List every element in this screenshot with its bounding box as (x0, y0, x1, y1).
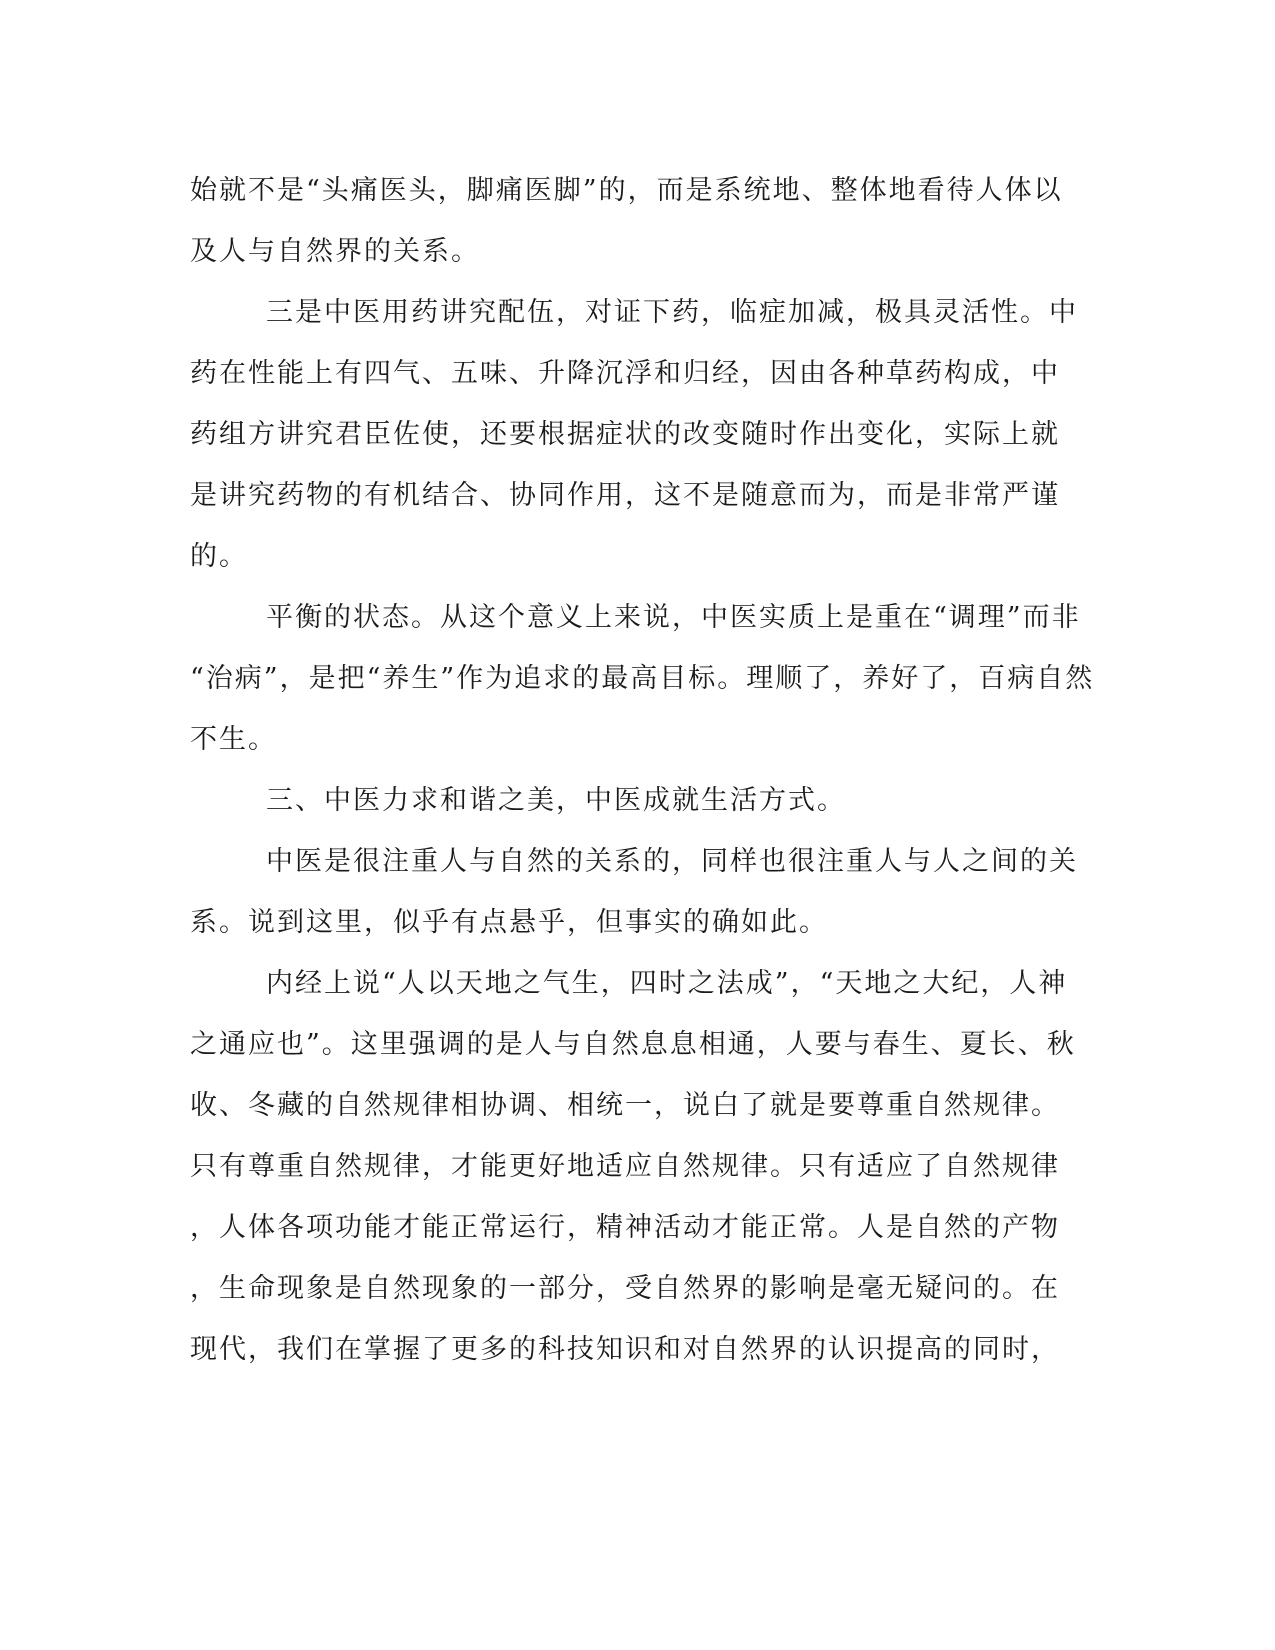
paragraph-start-line: 内经上说“人以天地之气生，四时之法成”，“天地之大纪，人神 (266, 968, 1068, 999)
text-line: 是讲究药物的有机结合、协同作用，这不是随意而为，而是非常严谨 (190, 480, 1060, 511)
text-line: 及人与自然界的关系。 (190, 236, 480, 267)
text-line: 药组方讲究君臣佐使，还要根据症状的改变随时作出变化，实际上就 (190, 419, 1060, 450)
section-heading-line: 三、中医力求和谐之美，中医成就生活方式。 (266, 785, 846, 816)
text-line: ，人体各项功能才能正常运行，精神活动才能正常。人是自然的产物 (190, 1212, 1060, 1243)
text-line: 之通应也”。这里强调的是人与自然息息相通，人要与春生、夏长、秋 (190, 1029, 1076, 1060)
text-line: “治病”，是把“养生”作为追求的最高目标。理顺了，养好了，百病自然 (190, 663, 1095, 694)
text-line: 现代，我们在掌握了更多的科技知识和对自然界的认识提高的同时， (190, 1334, 1060, 1365)
text-line: 收、冬藏的自然规律相协调、相统一，说白了就是要尊重自然规律。 (190, 1090, 1060, 1121)
text-line: 药在性能上有四气、五味、升降沉浮和归经，因由各种草药构成，中 (190, 358, 1060, 389)
text-line: 不生。 (190, 724, 277, 755)
text-line: ，生命现象是自然现象的一部分，受自然界的影响是毫无疑问的。在 (190, 1273, 1060, 1304)
text-line: 始就不是“头痛医头，脚痛医脚”的，而是系统地、整体地看待人体以 (190, 175, 1063, 206)
paragraph-start-line: 三是中医用药讲究配伍，对证下药，临症加减，极具灵活性。中 (266, 297, 1078, 328)
text-line: 只有尊重自然规律，才能更好地适应自然规律。只有适应了自然规律 (190, 1151, 1060, 1182)
paragraph-start-line: 平衡的状态。从这个意义上来说，中医实质上是重在“调理”而非 (266, 602, 1081, 633)
body-text (190, 160, 1095, 1380)
paragraph-start-line: 中医是很注重人与自然的关系的，同样也很注重人与人之间的关 (266, 846, 1078, 877)
text-line: 系。说到这里，似乎有点悬乎，但事实的确如此。 (190, 907, 828, 938)
text-line: 的。 (190, 541, 248, 572)
